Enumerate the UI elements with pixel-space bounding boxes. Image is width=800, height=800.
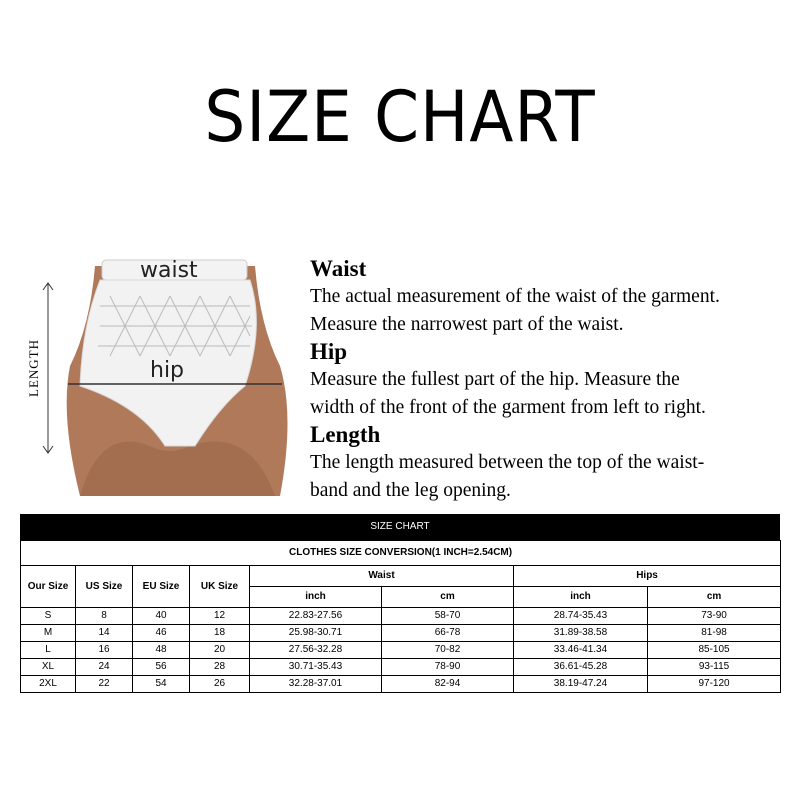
header-hips: Hips: [514, 566, 781, 587]
header-eu-size: EU Size: [133, 566, 190, 608]
table-cell: 14: [76, 625, 133, 642]
header-our-size: Our Size: [21, 566, 76, 608]
header-waist: Waist: [250, 566, 514, 587]
table-cell: 28.74-35.43: [514, 608, 648, 625]
waist-desc-line: The actual measurement of the waist of the garment.: [310, 286, 720, 307]
table-cell: 66-78: [382, 625, 514, 642]
header-waist-inch: inch: [250, 587, 382, 608]
table-cell: 70-82: [382, 642, 514, 659]
length-desc-line: band and the leg opening.: [310, 479, 511, 501]
table-cell: 81-98: [648, 625, 781, 642]
table-cell: 25.98-30.71: [250, 625, 382, 642]
table-cell: 28: [190, 659, 250, 676]
table-row: [21, 608, 781, 625]
table-cell: 30.71-35.43: [250, 659, 382, 676]
table-cell: 78-90: [382, 659, 514, 676]
table-cell: 16: [76, 642, 133, 659]
table-cell: 73-90: [648, 608, 781, 625]
table-cell: S: [21, 608, 76, 625]
table-cell: 22.83-27.56: [250, 608, 382, 625]
table-cell: 40: [133, 608, 190, 625]
table-cell: 93-115: [648, 659, 781, 676]
table-cell: 32.28-37.01: [250, 676, 382, 693]
table-cell: 31.89-38.58: [514, 625, 648, 642]
table-cell: L: [21, 642, 76, 659]
table-cell: 20: [190, 642, 250, 659]
measurement-descriptions: [310, 255, 790, 504]
table-cell: 54: [133, 676, 190, 693]
table-row: [21, 625, 781, 642]
table-cell: 48: [133, 642, 190, 659]
table-cell: 58-70: [382, 608, 514, 625]
table-cell: 46: [133, 625, 190, 642]
table-row: [21, 676, 781, 693]
hip-desc-line: width of the front of the garment from left to right.: [310, 396, 706, 418]
length-heading: Length: [310, 422, 381, 447]
table-cell: 2XL: [21, 676, 76, 693]
table-cell: 26: [190, 676, 250, 693]
conversion-title: CLOTHES SIZE CONVERSION(1 INCH=2.54CM): [21, 541, 781, 566]
hip-heading: Hip: [310, 339, 348, 364]
table-title-bar: SIZE CHART: [20, 514, 780, 540]
table-cell: 18: [190, 625, 250, 642]
table-cell: XL: [21, 659, 76, 676]
size-table: [20, 514, 780, 693]
table-cell: 24: [76, 659, 133, 676]
length-arrow: [40, 282, 56, 454]
hip-desc-line: Measure the fullest part of the hip. Measure the: [310, 369, 680, 390]
waist-desc-line: Measure the narrowest part of the waist.: [310, 313, 624, 335]
header-us-size: US Size: [76, 566, 133, 608]
table-cell: 38.19-47.24: [514, 676, 648, 693]
table-cell: 22: [76, 676, 133, 693]
table-cell: 82-94: [382, 676, 514, 693]
table-cell: 85-105: [648, 642, 781, 659]
size-conversion-table: [20, 540, 781, 693]
waist-label: waist: [140, 258, 198, 283]
table-cell: 97-120: [648, 676, 781, 693]
hip-label: hip: [150, 358, 185, 383]
table-cell: 33.46-41.34: [514, 642, 648, 659]
garment-figure: [20, 256, 290, 496]
table-cell: M: [21, 625, 76, 642]
length-label: LENGTH: [26, 339, 41, 397]
table-cell: 27.56-32.28: [250, 642, 382, 659]
table-cell: 12: [190, 608, 250, 625]
page-title: SIZE CHART: [204, 76, 596, 158]
header-hips-cm: cm: [648, 587, 781, 608]
table-row: [21, 659, 781, 676]
header-uk-size: UK Size: [190, 566, 250, 608]
table-cell: 56: [133, 659, 190, 676]
header-waist-cm: cm: [382, 587, 514, 608]
header-hips-inch: inch: [514, 587, 648, 608]
table-cell: 36.61-45.28: [514, 659, 648, 676]
table-row: [21, 642, 781, 659]
length-desc-line: The length measured between the top of the waist-: [310, 452, 705, 473]
waist-heading: Waist: [310, 256, 367, 281]
table-cell: 8: [76, 608, 133, 625]
